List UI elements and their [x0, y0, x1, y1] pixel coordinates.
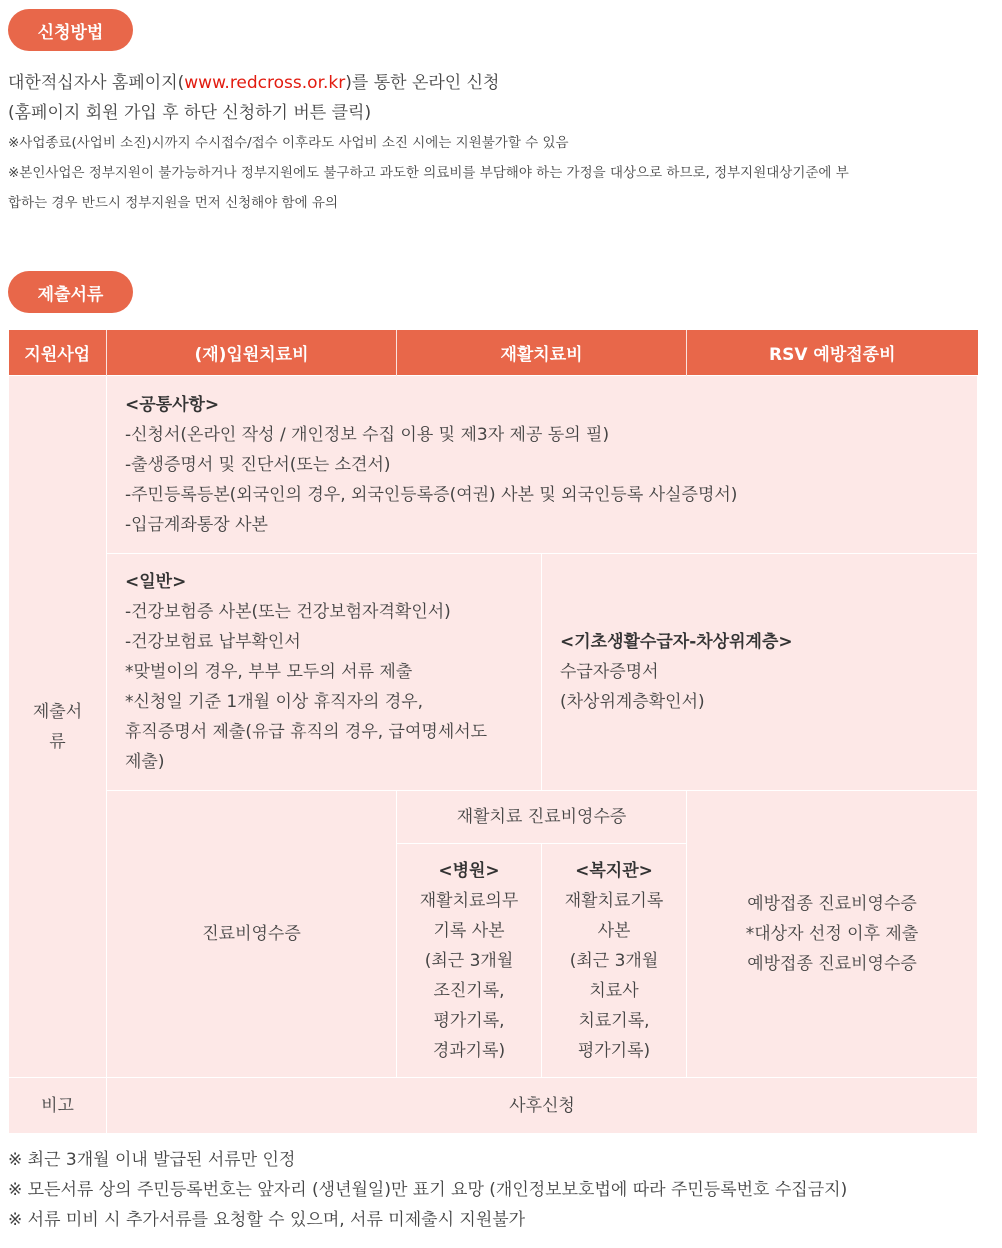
- hospital-line: 평가기록,: [433, 1010, 505, 1031]
- general-docs-cell: [107, 554, 542, 791]
- common-line: -출생증명서 및 진단서(또는 소견서): [125, 454, 391, 475]
- remark-label: 비고: [9, 1078, 107, 1134]
- apply-line-1: [8, 68, 983, 98]
- welfare-line: 사본: [597, 920, 631, 941]
- header-rehab: 재활치료비: [397, 330, 687, 376]
- basic-title: <기초생활수급자-차상위계층>: [560, 632, 793, 652]
- remark-value: 사후신청: [107, 1078, 978, 1134]
- common-line: -주민등록등본(외국인의 경우, 외국인등록증(여권) 사본 및 외국인등록 사실증명서): [125, 484, 738, 505]
- welfare-line: 치료기록,: [578, 1010, 650, 1031]
- table-header-row: [9, 330, 978, 376]
- apply-line-2: (홈페이지 회원 가입 후 하단 신청하기 버튼 클릭): [8, 103, 372, 123]
- general-line: -건강보험료 납부확인서: [125, 632, 301, 652]
- apply-note-1: ※사업종료(사업비 소진)시까지 수시접수/접수 이후라도 사업비 소진 시에는 지원불가할 수 있음: [8, 135, 569, 151]
- hospital-title: <병원>: [438, 860, 500, 881]
- welfare-line: (최근 3개월: [569, 950, 659, 971]
- apply-method-badge: 신청방법: [8, 9, 133, 51]
- hospital-line: (최근 3개월: [424, 950, 514, 971]
- apply-line-1-pre: 대한적십자사 홈페이지(: [8, 73, 185, 93]
- note-line: ※ 최근 3개월 이내 발급된 서류만 인정: [8, 1150, 296, 1170]
- row-label-docs-text: 제출서류: [32, 701, 83, 752]
- rsv-line: *대상자 선정 이후 제출: [745, 924, 919, 944]
- hospital-cell: [397, 844, 542, 1078]
- hospital-line: 경과기록): [432, 1040, 506, 1061]
- basic-line: (차상위계층확인서): [560, 692, 705, 712]
- welfare-title: <복지관>: [575, 860, 653, 881]
- redcross-link[interactable]: www.redcross.or.kr: [184, 73, 346, 93]
- header-rsv: RSV 예방접종비: [687, 330, 978, 376]
- submit-docs-badge: 제출서류: [8, 271, 133, 313]
- common-title: <공통사항>: [125, 394, 220, 415]
- note-line: ※ 서류 미비 시 추가서류를 요청할 수 있으며, 서류 미제출시 지원불가: [8, 1210, 526, 1230]
- common-line: -신청서(온라인 작성 / 개인정보 수집 이용 및 제3자 제공 동의 필): [125, 424, 610, 445]
- hospital-line: 재활치료의무: [419, 890, 519, 911]
- general-title: <일반>: [125, 572, 187, 592]
- header-inpatient: (재)입원치료비: [107, 330, 397, 376]
- rsv-receipt-cell: [687, 791, 978, 1078]
- header-program: 지원사업: [9, 330, 107, 376]
- row-label-docs: [9, 376, 107, 1078]
- general-line: 제출): [125, 752, 165, 772]
- documents-table: [8, 330, 978, 1134]
- basic-line: 수급자증명서: [560, 662, 659, 682]
- general-line: 휴직증명서 제출(유급 휴직의 경우, 급여명세서도: [125, 722, 488, 742]
- welfare-line: 평가기록): [577, 1040, 651, 1061]
- general-line: *맞벌이의 경우, 부부 모두의 서류 제출: [125, 662, 413, 682]
- rsv-line: 예방접종 진료비영수증: [747, 954, 917, 974]
- welfare-center-cell: [542, 844, 687, 1078]
- rehab-receipt-cell: 재활치료 진료비영수증: [397, 791, 687, 844]
- general-line: -건강보험증 사본(또는 건강보험자격확인서): [125, 602, 451, 622]
- inpatient-receipt-cell: 진료비영수증: [107, 791, 397, 1078]
- hospital-line: 기록 사본: [433, 920, 505, 941]
- welfare-line: 치료사: [589, 980, 639, 1001]
- apply-note-2a: ※본인사업은 정부지원이 불가능하거나 정부지원에도 불구하고 과도한 의료비를 부담해야 하는 가정을 대상으로 하므로, 정부지원대상기준에 부: [8, 165, 849, 181]
- common-docs-cell: [107, 376, 978, 554]
- hospital-line: 조진기록,: [433, 980, 505, 1001]
- note-line: ※ 모든서류 상의 주민등록번호는 앞자리 (생년월일)만 표기 요망 (개인정보보호법에 따라 주민등록번호 수집금지): [8, 1180, 848, 1200]
- apply-note-2b: 합하는 경우 반드시 정부지원을 먼저 신청해야 함에 유의: [8, 195, 338, 211]
- footer-notes: [8, 1145, 847, 1235]
- general-line: *신청일 기준 1개월 이상 휴직자의 경우,: [125, 692, 424, 712]
- apply-intro: [8, 68, 983, 218]
- rsv-line: 예방접종 진료비영수증: [747, 894, 917, 914]
- welfare-line: 재활치료기록: [564, 890, 664, 911]
- common-line: -입금계좌통장 사본: [125, 514, 268, 535]
- basic-livelihood-cell: [542, 554, 978, 791]
- apply-line-1-post: )를 통한 온라인 신청: [345, 73, 500, 93]
